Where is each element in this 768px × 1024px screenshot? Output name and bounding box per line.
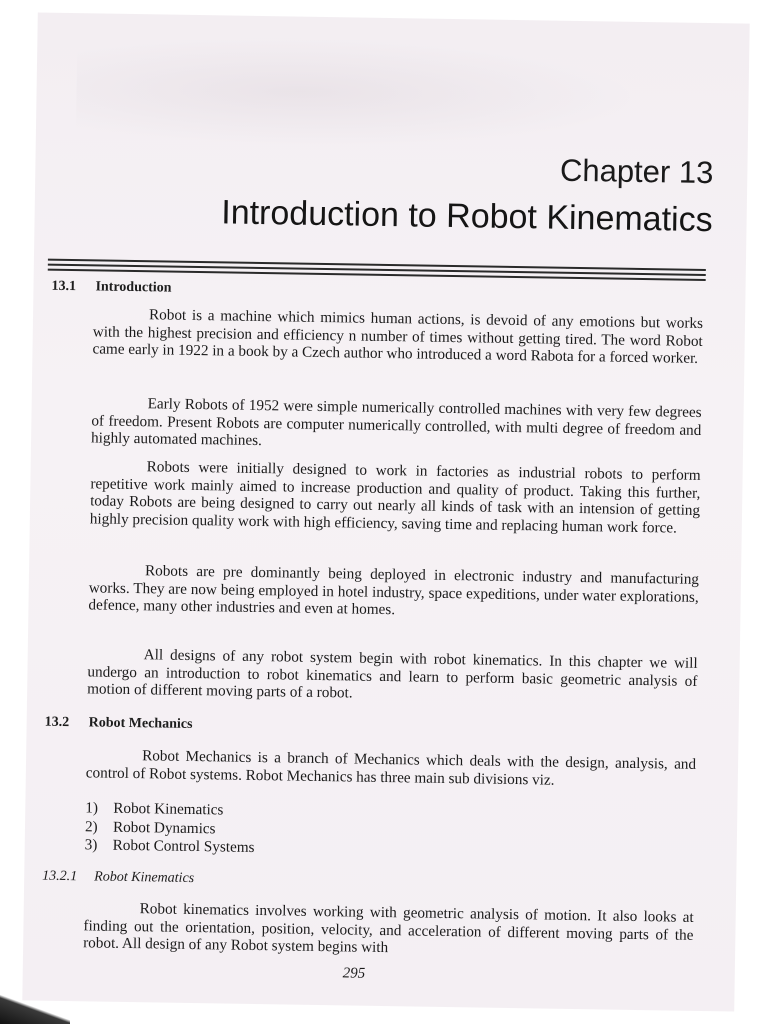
- page-number: 295: [342, 965, 366, 982]
- scan-shadow: [0, 984, 70, 1024]
- subsection-title: Robot Kinematics: [94, 869, 195, 887]
- section-title: Introduction: [95, 279, 172, 296]
- section-number: 13.2: [44, 714, 70, 731]
- section-heading-mechanics: [45, 715, 193, 733]
- paragraph: Early Robots of 1952 were simple numerically controlled machines with very few degrees of freedom. Present Robots are computer numerically controlled, with multi degree of freedom and highly automated machines.: [90, 395, 702, 450]
- list-item: 3) Robot Control Systems: [84, 836, 255, 856]
- section-heading-intro: [51, 279, 171, 297]
- show-through-text: [76, 33, 638, 152]
- list-item: 1) Robot Kinematics: [85, 799, 224, 819]
- subdivision-list: [85, 799, 256, 857]
- section-number: 13.1: [51, 278, 77, 295]
- book-page: [22, 12, 749, 1011]
- paragraph: Robots were initially designed to work in factories as industrial robots to perform repetitive work mainly aimed to increase production and quality of product. Taking this further, today Robots are being designed to carry out nearly all kinds of task with an intension of getting highly precision quality work with high efficiency, saving time and replacing human work force.: [89, 458, 701, 537]
- list-item: 2) Robot Dynamics: [84, 817, 216, 837]
- paragraph: Robots are pre dominantly being deployed in electronic industry and manufacturing works. They are now being employed in hotel industry, space expeditions, under water explorations, defence, many other industries and even at homes.: [88, 562, 700, 619]
- section-title: Robot Mechanics: [88, 715, 193, 732]
- paragraph: All designs of any robot system begin with robot kinematics. In this chapter we will undergo an introduction to robot kinematics and learn to perform basic geometric analysis of motion of different moving parts of a robot.: [87, 646, 698, 702]
- subsection-number: 13.2.1: [42, 868, 78, 885]
- title-rule: [48, 259, 706, 281]
- chapter-number: Chapter 13: [559, 152, 714, 191]
- paragraph: Robot is a machine which mimics human actions, is devoid of any emotions but works with the highest precision and efficiency n number of times without getting tired. The word Robot came early in 1922 in a book by a Czech author who introduced a word Rabota for a forced worker.: [92, 306, 704, 367]
- paragraph: Robot kinematics involves working with geometric analysis of motion. It also looks at finding out the orientation, position, velocity, and acceleration of different moving parts of the robot. All design of any Robot system begins with: [83, 900, 694, 957]
- chapter-title: Introduction to Robot Kinematics: [221, 193, 713, 240]
- paragraph: Robot Mechanics is a branch of Mechanics which deals with the design, analysis, and control of Robot systems. Robot Mechanics has three main sub divisions viz.: [85, 747, 697, 789]
- subsection-heading: [42, 869, 194, 887]
